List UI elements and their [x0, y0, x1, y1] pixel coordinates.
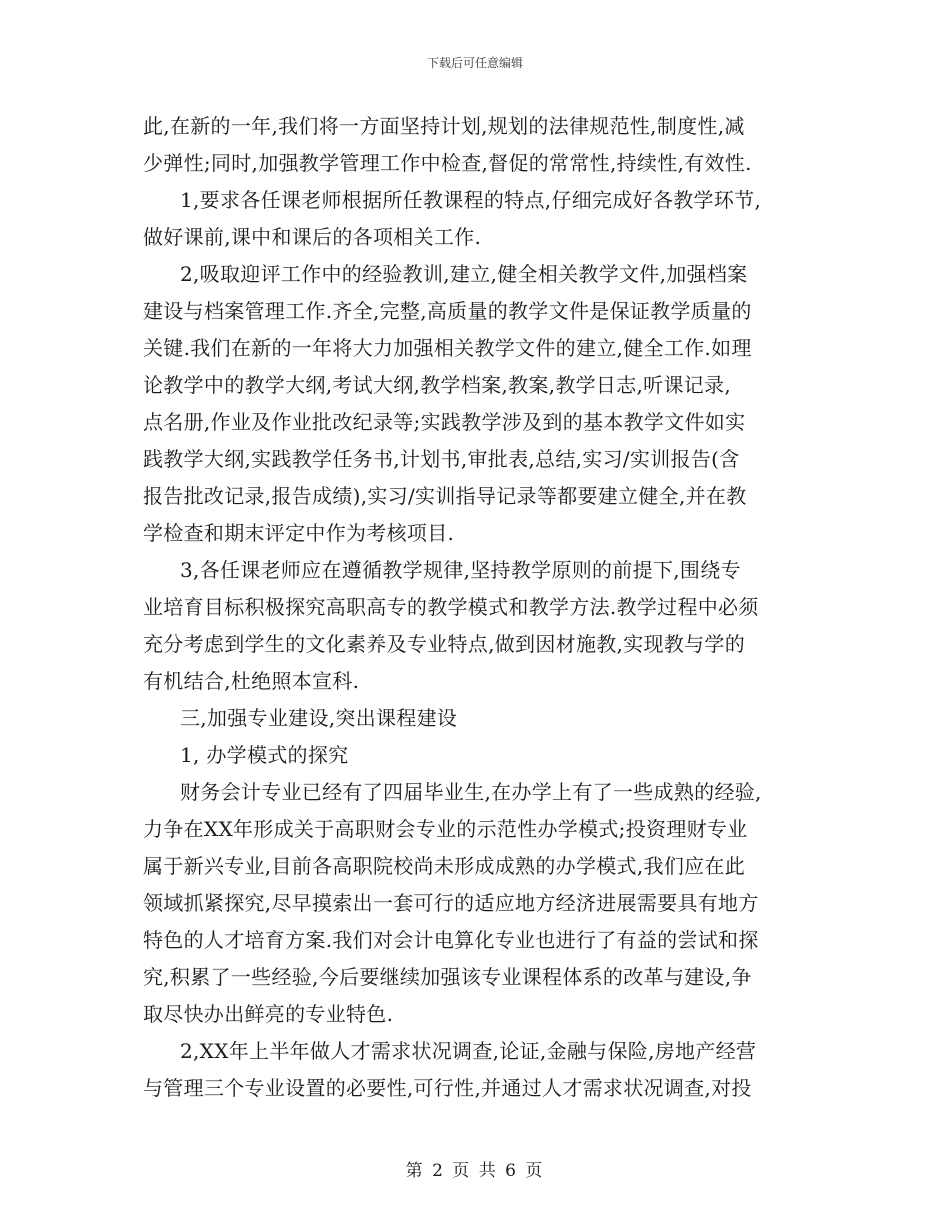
- text-line: 少弹性;同时,加强教学管理工作中检查,督促的常常性,持续性,有效性.: [143, 151, 752, 175]
- section-heading: 三,加强专业建设,突出课程建设: [180, 706, 458, 730]
- text-line: 领域抓紧探究,尽早摸索出一套可行的适应地方经济进展需要具有地方: [143, 891, 759, 915]
- text-line: 究,积累了一些经验,今后要继续加强该专业课程体系的改革与建设,争: [143, 965, 752, 989]
- text-line: 业培育目标积极探究高职高专的教学模式和教学方法.教学过程中必须: [143, 595, 759, 619]
- text-line: 3,各任课老师应在遵循教学规律,坚持教学原则的前提下,围绕专: [180, 558, 741, 582]
- text-line: 2,XX年上半年做人才需求状况调查,论证,金融与保险,房地产经营: [180, 1039, 757, 1063]
- document-body: [143, 108, 823, 1107]
- text-line: 有机结合,杜绝照本宣科.: [143, 669, 360, 693]
- text-line: 属于新兴专业,目前各高职院校尚未形成成熟的办学模式,我们应在此: [143, 854, 746, 878]
- text-line: 做好课前,课中和课后的各项相关工作.: [143, 225, 482, 249]
- text-line: 财务会计专业已经有了四届毕业生,在办学上有了一些成熟的经验,: [180, 780, 762, 804]
- text-line: 建设与档案管理工作.齐全,完整,高质量的教学文件是保证教学质量的: [143, 299, 752, 323]
- text-line: 论教学中的教学大纲,考试大纲,教学档案,教案,教学日志,听课记录,: [143, 373, 732, 397]
- subsection-heading: 1, 办学模式的探究: [180, 743, 349, 767]
- text-line: 此,在新的一年,我们将一方面坚持计划,规划的法律规范性,制度性,减: [143, 114, 745, 138]
- text-line: 2,吸取迎评工作中的经验教训,建立,健全相关教学文件,加强档案: [180, 262, 748, 286]
- text-line: 1,要求各任课老师根据所任教课程的特点,仔细完成好各教学环节,: [180, 188, 762, 212]
- text-line: 关键.我们在新的一年将大力加强相关教学文件的建立,健全工作.如理: [143, 336, 752, 360]
- text-line: 力争在XX年形成关于高职财会专业的示范性办学模式;投资理财专业: [143, 817, 748, 841]
- text-line: 充分考虑到学生的文化素养及专业特点,做到因材施教,实现教与学的: [143, 632, 746, 656]
- text-line: 取尽快办出鲜亮的专业特色.: [143, 1002, 394, 1026]
- text-line: 与管理三个专业设置的必要性,可行性,并通过人才需求状况调查,对投: [143, 1076, 752, 1100]
- text-line: 特色的人才培育方案.我们对会计电算化专业也进行了有益的尝试和探: [143, 928, 759, 952]
- text-line: 报告批改记录,报告成绩),实习/实训指导记录等都要建立健全,并在教: [143, 484, 747, 508]
- page-footer: 第 2 页 共 6 页: [405, 1161, 545, 1181]
- text-line: 践教学大纲,实践教学任务书,计划书,审批表,总结,实习/实训报告(含: [143, 447, 740, 471]
- text-line: 学检查和期末评定中作为考核项目.: [143, 521, 455, 545]
- text-line: 点名册,作业及作业批改纪录等;实践教学涉及到的基本教学文件如实: [143, 410, 746, 434]
- page-header: 下载后可任意编辑: [426, 56, 523, 70]
